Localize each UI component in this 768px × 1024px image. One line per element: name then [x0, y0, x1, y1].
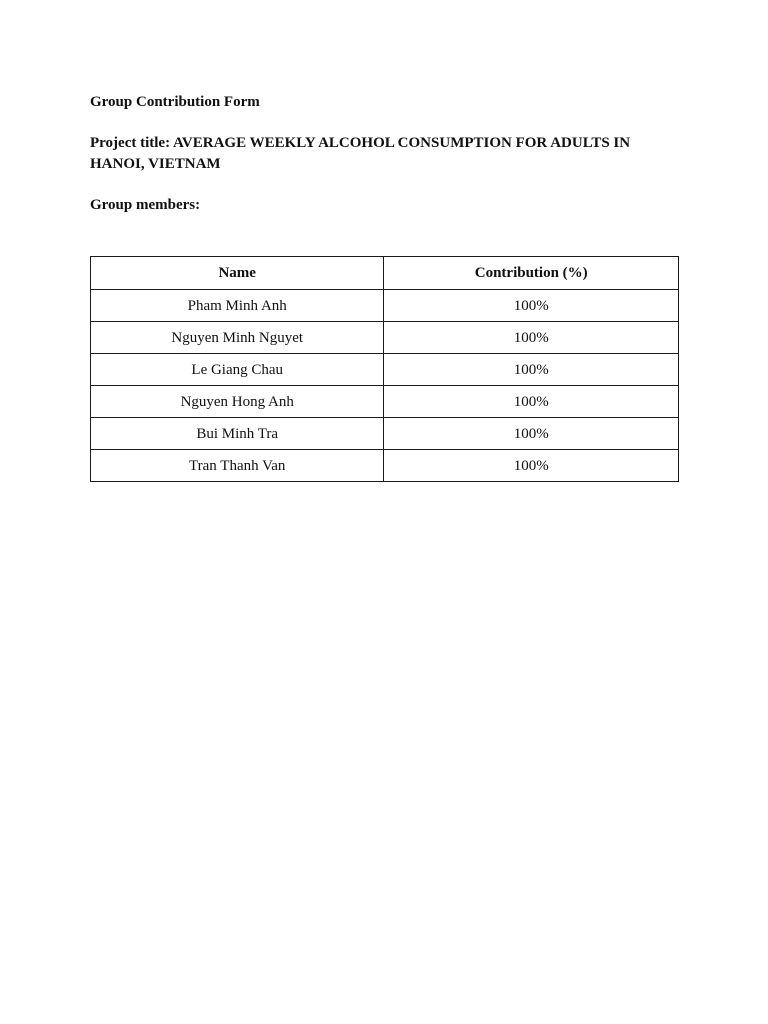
table-row	[91, 418, 679, 450]
member-name: Bui Minh Tra	[91, 418, 384, 450]
member-name: Le Giang Chau	[91, 354, 384, 386]
contribution-table	[90, 256, 679, 482]
member-name: Tran Thanh Van	[91, 450, 384, 482]
member-name: Nguyen Minh Nguyet	[91, 322, 384, 354]
group-members-label: Group members:	[90, 197, 201, 213]
table-header-row	[91, 257, 679, 290]
member-name: Pham Minh Anh	[91, 290, 384, 322]
member-name: Nguyen Hong Anh	[91, 386, 384, 418]
table-row	[91, 386, 679, 418]
member-contribution: 100%	[384, 418, 679, 450]
member-contribution: 100%	[384, 354, 679, 386]
project-title-label: Project title:	[90, 135, 171, 151]
table-row	[91, 354, 679, 386]
project-title-block	[90, 133, 680, 175]
member-contribution: 100%	[384, 450, 679, 482]
member-contribution: 100%	[384, 290, 679, 322]
member-contribution: 100%	[384, 386, 679, 418]
header-name: Name	[91, 257, 384, 290]
form-title: Group Contribution Form	[90, 94, 260, 110]
table-row	[91, 290, 679, 322]
table-row	[91, 322, 679, 354]
table-row	[91, 450, 679, 482]
header-contribution: Contribution (%)	[384, 257, 679, 290]
project-title-value: AVERAGE WEEKLY ALCOHOL CONSUMPTION FOR ADULTS IN HANOI, VIETNAM	[90, 135, 631, 172]
member-contribution: 100%	[384, 322, 679, 354]
